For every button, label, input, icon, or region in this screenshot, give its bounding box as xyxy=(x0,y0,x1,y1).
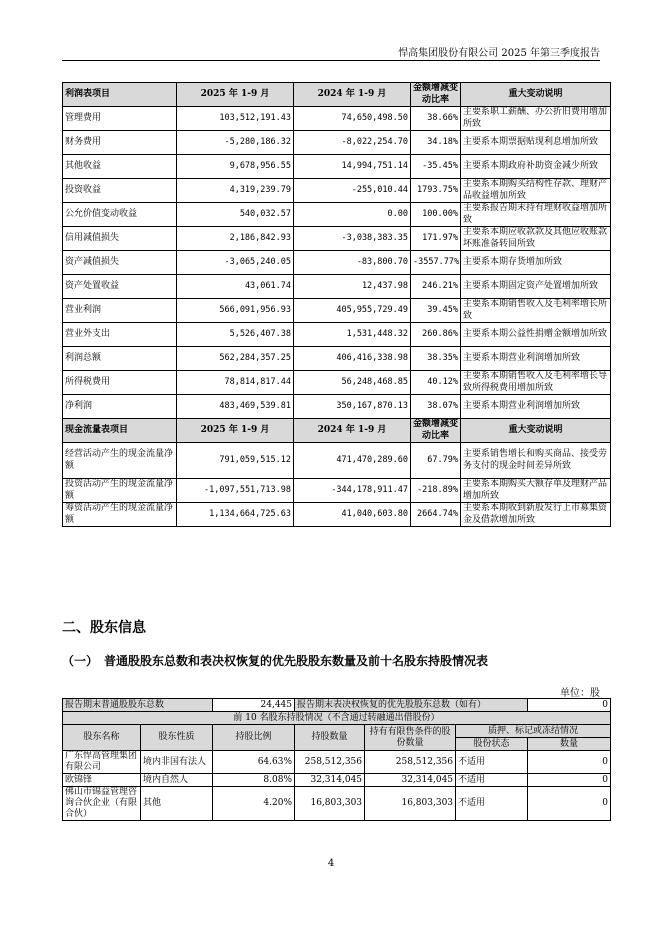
column-header-row xyxy=(63,725,611,738)
cashflow-header-cell: 重大变动说明 xyxy=(461,419,611,443)
col-pledge: 质押、标记或冻结情况 xyxy=(456,725,611,738)
income-header-cell: 重大变动说明 xyxy=(461,83,611,107)
cashflow-row xyxy=(63,479,611,503)
income-item: 投资收益 xyxy=(63,179,177,203)
income-explanation: 主要系职工薪酬、办公折旧费用增加所致 xyxy=(461,107,611,131)
cashflow-item: 投资活动产生的现金流量净额 xyxy=(63,479,177,503)
cashflow-header-cell: 现金流量表项目 xyxy=(63,419,177,443)
income-item: 净利润 xyxy=(63,395,177,419)
income-explanation: 主要系本期固定资产处置增加所致 xyxy=(461,275,611,299)
income-change-ratio: -3557.77% xyxy=(411,251,461,275)
col-quantity: 持股数量 xyxy=(295,725,365,751)
pref-value: 0 xyxy=(528,699,611,712)
total-shareholders-row xyxy=(63,699,611,712)
restricted-qty: 16,803,303 xyxy=(365,787,456,821)
holder-name: 佛山市锦益管理咨询合伙企业（有限合伙） xyxy=(63,787,141,821)
cashflow-explanation: 主要系本期收到新股发行上市募集资金及借款增加所致 xyxy=(461,503,611,527)
income-explanation: 主要系本期营业利润增加所致 xyxy=(461,395,611,419)
income-prior: 14,994,751.14 xyxy=(294,155,411,179)
income-current: -3,065,240.05 xyxy=(177,251,294,275)
income-item: 资产处置收益 xyxy=(63,275,177,299)
holder-nature: 境内自然人 xyxy=(141,774,213,787)
holding-ratio: 8.08% xyxy=(213,774,295,787)
income-current: 9,678,956.55 xyxy=(177,155,294,179)
pledge-qty: 0 xyxy=(528,787,611,821)
cashflow-header-cell: 金额增减变动比率 xyxy=(411,419,461,443)
cashflow-current: -1,097,551,713.98 xyxy=(177,479,294,503)
shareholder-table xyxy=(62,698,611,821)
income-change-ratio: 171.97% xyxy=(411,227,461,251)
cashflow-explanation: 主要系销售增长和购买商品、接受劳务支付的现金时间差异所致 xyxy=(461,443,611,479)
income-item: 管理费用 xyxy=(63,107,177,131)
income-prior: 0.00 xyxy=(294,203,411,227)
shareholder-row xyxy=(63,774,611,787)
pledge-qty: 0 xyxy=(528,751,611,774)
income-explanation: 主要系本期购买结构性存款、理财产品收益增加所致 xyxy=(461,179,611,203)
total-label: 报告期末普通股股东总数 xyxy=(63,699,213,712)
income-change-ratio: 246.21% xyxy=(411,275,461,299)
income-current: 103,512,191.43 xyxy=(177,107,294,131)
income-row xyxy=(63,155,611,179)
income-current: -5,280,186.32 xyxy=(177,131,294,155)
holding-ratio: 4.20% xyxy=(213,787,295,821)
income-change-ratio: -35.45% xyxy=(411,155,461,179)
holder-name: 广东悍高管理集团有限公司 xyxy=(63,751,141,774)
income-item: 利润总额 xyxy=(63,347,177,371)
cashflow-prior: -344,178,911.47 xyxy=(294,479,411,503)
pledge-status: 不适用 xyxy=(456,787,528,821)
col-name: 股东名称 xyxy=(63,725,141,751)
income-item: 公允价值变动收益 xyxy=(63,203,177,227)
shareholder-row xyxy=(63,751,611,774)
income-item: 其他收益 xyxy=(63,155,177,179)
holder-nature: 境内非国有法人 xyxy=(141,751,213,774)
income-explanation: 主要系本期销售收入及毛利率增长导致所得税费用增加所致 xyxy=(461,371,611,395)
income-current: 540,032.57 xyxy=(177,203,294,227)
col-ratio: 持股比例 xyxy=(213,725,295,751)
income-item: 资产减值损失 xyxy=(63,251,177,275)
cashflow-change-ratio: 67.79% xyxy=(411,443,461,479)
income-current: 5,526,407.38 xyxy=(177,323,294,347)
cashflow-current: 791,059,515.12 xyxy=(177,443,294,479)
holding-ratio: 64.63% xyxy=(213,751,295,774)
section-title: 二、股东信息 xyxy=(62,620,146,636)
income-explanation: 主要系本期营业利润增加所致 xyxy=(461,347,611,371)
income-row xyxy=(63,227,611,251)
income-prior: 74,650,498.50 xyxy=(294,107,411,131)
income-row xyxy=(63,347,611,371)
holding-qty: 32,314,045 xyxy=(295,774,365,787)
income-row xyxy=(63,395,611,419)
income-change-ratio: 38.07% xyxy=(411,395,461,419)
income-prior: 350,167,870.13 xyxy=(294,395,411,419)
cashflow-prior: 471,470,289.60 xyxy=(294,443,411,479)
income-row xyxy=(63,323,611,347)
restricted-qty: 258,512,356 xyxy=(365,751,456,774)
income-explanation: 主要系报告期末持有理财收益增加所致 xyxy=(461,203,611,227)
holder-name: 欧锦锋 xyxy=(63,774,141,787)
income-cashflow-table xyxy=(62,82,611,527)
col-restricted: 持有有限售条件的股份数量 xyxy=(365,725,456,751)
income-item: 信用减值损失 xyxy=(63,227,177,251)
income-row xyxy=(63,131,611,155)
income-current: 4,319,239.79 xyxy=(177,179,294,203)
cashflow-current: 1,134,664,725.63 xyxy=(177,503,294,527)
pledge-status: 不适用 xyxy=(456,751,528,774)
top10-title: 前 10 名股东持股情况（不含通过转融通出借股份） xyxy=(63,712,611,725)
income-change-ratio: 34.18% xyxy=(411,131,461,155)
income-current: 78,814,817.44 xyxy=(177,371,294,395)
income-prior: -83,800.70 xyxy=(294,251,411,275)
income-item: 所得税费用 xyxy=(63,371,177,395)
col-status: 股份状态 xyxy=(456,738,528,751)
header-rule xyxy=(62,60,600,61)
income-prior: 56,248,468.85 xyxy=(294,371,411,395)
income-change-ratio: 39.45% xyxy=(411,299,461,323)
pledge-qty: 0 xyxy=(528,774,611,787)
income-explanation: 主要系本期存货增加所致 xyxy=(461,251,611,275)
income-prior: 405,955,729.49 xyxy=(294,299,411,323)
unit-label: 单位：股 xyxy=(560,688,600,699)
income-explanation: 主要系本期票据贴现利息增加所致 xyxy=(461,131,611,155)
pref-label: 报告期末表决权恢复的优先股股东总数（如有） xyxy=(295,699,528,712)
income-header-cell: 2025 年 1-9 月 xyxy=(177,83,294,107)
shareholder-row xyxy=(63,787,611,821)
income-row xyxy=(63,107,611,131)
cashflow-header-row xyxy=(63,419,611,443)
restricted-qty: 32,314,045 xyxy=(365,774,456,787)
cashflow-change-ratio: 2664.74% xyxy=(411,503,461,527)
income-change-ratio: 38.66% xyxy=(411,107,461,131)
income-explanation: 主要系本期公益性捐赠金额增加所致 xyxy=(461,323,611,347)
income-current: 43,061.74 xyxy=(177,275,294,299)
top10-title-row xyxy=(63,712,611,725)
income-prior: 12,437.98 xyxy=(294,275,411,299)
income-explanation: 主要系本期政府补助资金减少所致 xyxy=(461,155,611,179)
income-row xyxy=(63,203,611,227)
income-header-cell: 金额增减变动比率 xyxy=(411,83,461,107)
income-prior: 1,531,448.32 xyxy=(294,323,411,347)
total-value: 24,445 xyxy=(213,699,295,712)
income-change-ratio: 260.86% xyxy=(411,323,461,347)
cashflow-explanation: 主要系本期购买大额存单及理财产品增加所致 xyxy=(461,479,611,503)
income-item: 营业利润 xyxy=(63,299,177,323)
income-change-ratio: 40.12% xyxy=(411,371,461,395)
income-item: 营业外支出 xyxy=(63,323,177,347)
income-prior: 406,416,338.98 xyxy=(294,347,411,371)
income-explanation: 主要系本期应收款款及其他应收账款坏账准备转回所致 xyxy=(461,227,611,251)
income-header-row xyxy=(63,83,611,107)
pledge-status: 不适用 xyxy=(456,774,528,787)
income-current: 566,091,956.93 xyxy=(177,299,294,323)
income-header-cell: 利润表项目 xyxy=(63,83,177,107)
income-header-cell: 2024 年 1-9 月 xyxy=(294,83,411,107)
income-item: 财务费用 xyxy=(63,131,177,155)
page-header: 悍高集团股份有限公司 2025 年第三季度报告 xyxy=(398,48,600,59)
holder-nature: 其他 xyxy=(141,787,213,821)
income-change-ratio: 100.00% xyxy=(411,203,461,227)
income-prior: -8,022,254.70 xyxy=(294,131,411,155)
income-change-ratio: 1793.75% xyxy=(411,179,461,203)
cashflow-prior: 41,040,603.80 xyxy=(294,503,411,527)
cashflow-item: 经营活动产生的现金流量净额 xyxy=(63,443,177,479)
subsection-title: （一） 普通股股东总数和表决权恢复的优先股股东数量及前十名股东持股情况表 xyxy=(62,654,489,668)
cashflow-row xyxy=(63,443,611,479)
income-prior: -255,010.44 xyxy=(294,179,411,203)
income-row xyxy=(63,299,611,323)
income-row xyxy=(63,371,611,395)
income-change-ratio: 38.35% xyxy=(411,347,461,371)
income-row xyxy=(63,251,611,275)
income-current: 483,469,539.81 xyxy=(177,395,294,419)
col-pledge-qty: 数量 xyxy=(528,738,611,751)
income-row xyxy=(63,179,611,203)
cashflow-header-cell: 2024 年 1-9 月 xyxy=(294,419,411,443)
cashflow-item: 筹资活动产生的现金流量净额 xyxy=(63,503,177,527)
cashflow-header-cell: 2025 年 1-9 月 xyxy=(177,419,294,443)
holding-qty: 258,512,356 xyxy=(295,751,365,774)
income-explanation: 主要系本期销售收入及毛利率增长所致 xyxy=(461,299,611,323)
col-nature: 股东性质 xyxy=(141,725,213,751)
income-current: 562,284,357.25 xyxy=(177,347,294,371)
cashflow-row xyxy=(63,503,611,527)
income-prior: -3,038,383.35 xyxy=(294,227,411,251)
page-number: 4 xyxy=(327,858,335,869)
income-current: 2,186,842.93 xyxy=(177,227,294,251)
income-row xyxy=(63,275,611,299)
cashflow-change-ratio: -218.89% xyxy=(411,479,461,503)
holding-qty: 16,803,303 xyxy=(295,787,365,821)
